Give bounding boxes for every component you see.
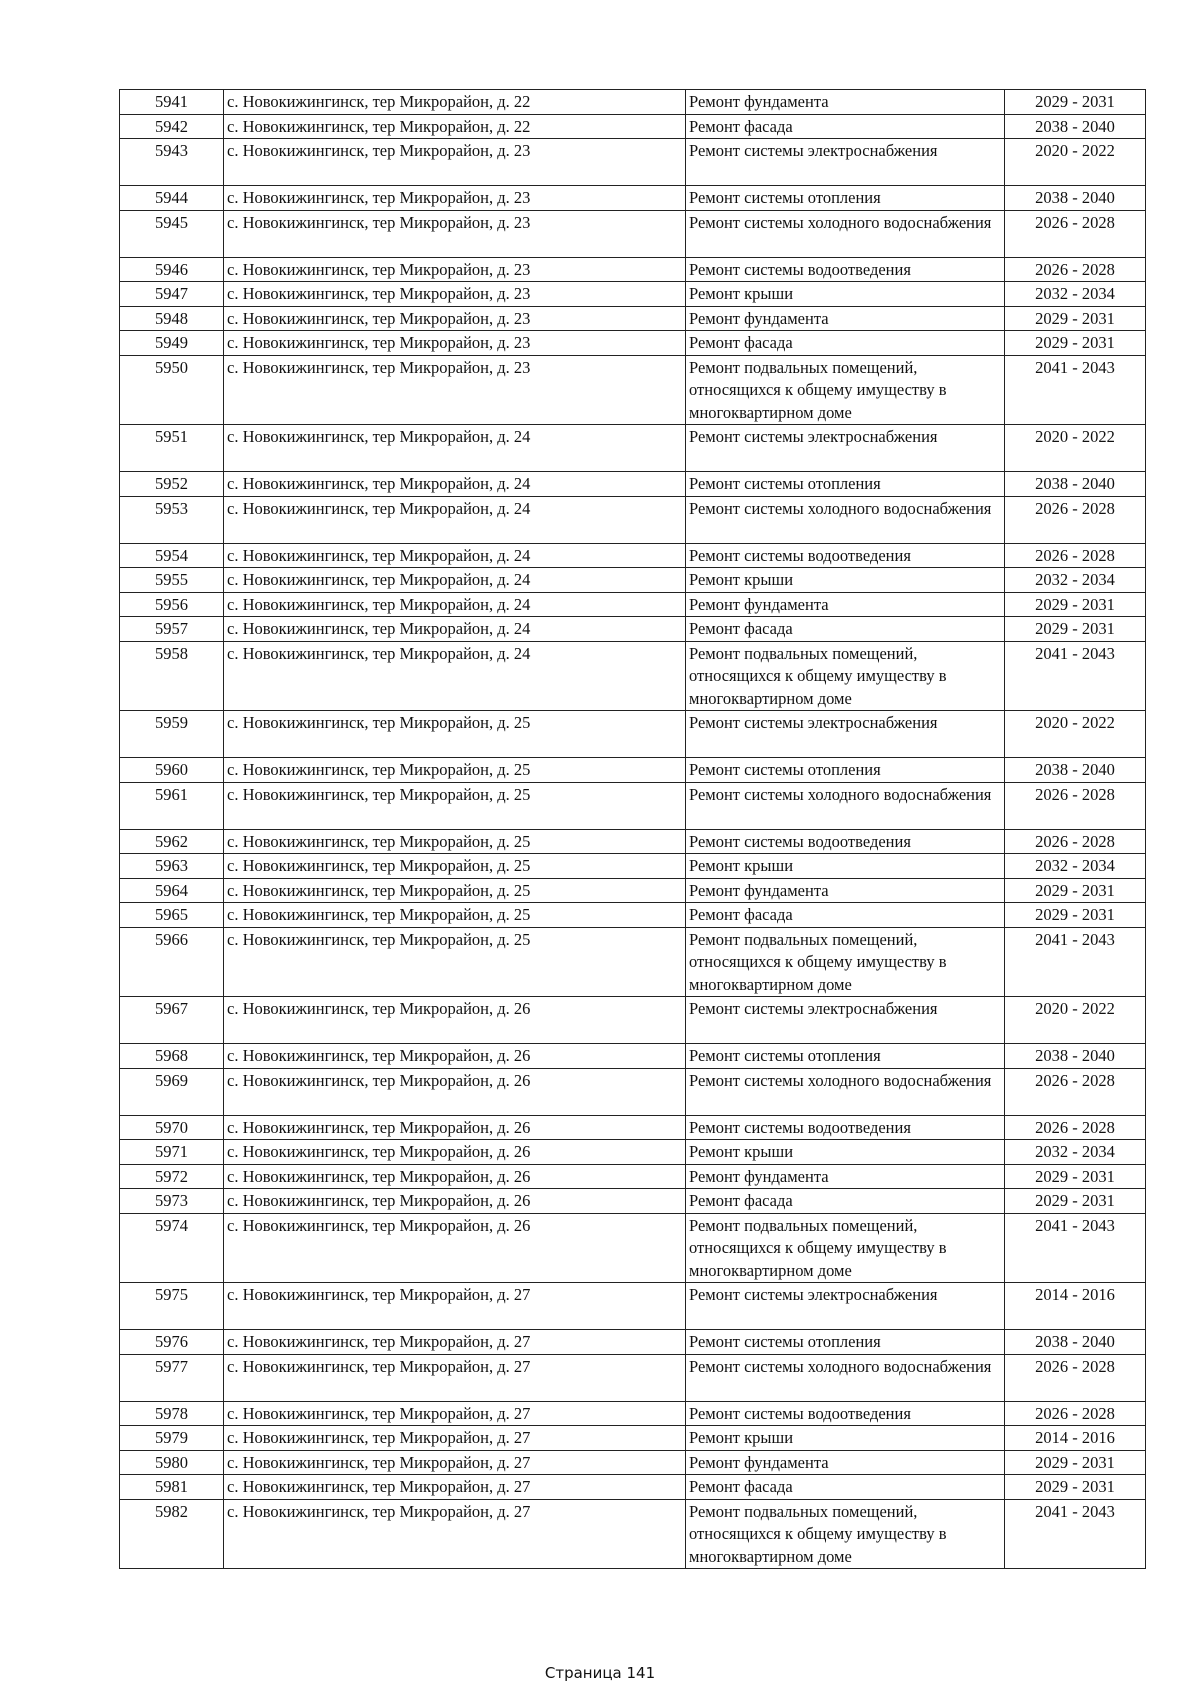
work-type-cell: Ремонт системы холодного водоснабжения [686, 782, 1005, 829]
address-cell: с. Новокижингинск, тер Микрорайон, д. 22 [224, 114, 686, 139]
address-cell: с. Новокижингинск, тер Микрорайон, д. 25 [224, 782, 686, 829]
row-number-cell: 5949 [120, 331, 224, 356]
work-type-cell: Ремонт системы отопления [686, 758, 1005, 783]
page-number: Страница 141 [544, 1664, 656, 1682]
row-number-cell: 5955 [120, 568, 224, 593]
table-row [120, 1354, 1146, 1401]
row-number-cell: 5954 [120, 543, 224, 568]
period-cell: 2029 - 2031 [1005, 878, 1146, 903]
table-row [120, 997, 1146, 1044]
table-row [120, 1475, 1146, 1500]
period-cell: 2038 - 2040 [1005, 114, 1146, 139]
row-number-cell: 5958 [120, 641, 224, 711]
period-cell: 2020 - 2022 [1005, 425, 1146, 472]
period-cell: 2020 - 2022 [1005, 711, 1146, 758]
row-number-cell: 5963 [120, 854, 224, 879]
address-cell: с. Новокижингинск, тер Микрорайон, д. 24 [224, 472, 686, 497]
address-cell: с. Новокижингинск, тер Микрорайон, д. 27 [224, 1450, 686, 1475]
row-number-cell: 5979 [120, 1426, 224, 1451]
row-number-cell: 5973 [120, 1189, 224, 1214]
period-cell: 2029 - 2031 [1005, 1450, 1146, 1475]
work-type-cell: Ремонт системы водоотведения [686, 1401, 1005, 1426]
table-row [120, 496, 1146, 543]
work-type-cell: Ремонт крыши [686, 1140, 1005, 1165]
period-cell: 2029 - 2031 [1005, 306, 1146, 331]
table-row [120, 592, 1146, 617]
work-type-cell: Ремонт фундамента [686, 592, 1005, 617]
row-number-cell: 5977 [120, 1354, 224, 1401]
period-cell: 2029 - 2031 [1005, 1189, 1146, 1214]
row-number-cell: 5951 [120, 425, 224, 472]
work-type-cell: Ремонт системы отопления [686, 186, 1005, 211]
work-type-cell: Ремонт фундамента [686, 1450, 1005, 1475]
table-row [120, 1426, 1146, 1451]
row-number-cell: 5970 [120, 1115, 224, 1140]
work-type-cell: Ремонт подвальных помещений, относящихся к общему имуществу в многоквартирном доме [686, 355, 1005, 425]
address-cell: с. Новокижингинск, тер Микрорайон, д. 25 [224, 854, 686, 879]
period-cell: 2032 - 2034 [1005, 568, 1146, 593]
work-type-cell: Ремонт крыши [686, 282, 1005, 307]
row-number-cell: 5982 [120, 1499, 224, 1569]
address-cell: с. Новокижингинск, тер Микрорайон, д. 26 [224, 1140, 686, 1165]
table-row [120, 568, 1146, 593]
table-row [120, 331, 1146, 356]
table-row [120, 114, 1146, 139]
period-cell: 2041 - 2043 [1005, 927, 1146, 997]
row-number-cell: 5960 [120, 758, 224, 783]
table-body [120, 90, 1146, 1569]
table-row [120, 425, 1146, 472]
address-cell: с. Новокижингинск, тер Микрорайон, д. 23 [224, 139, 686, 186]
table-row [120, 1164, 1146, 1189]
period-cell: 2038 - 2040 [1005, 758, 1146, 783]
work-type-cell: Ремонт системы холодного водоснабжения [686, 496, 1005, 543]
work-type-cell: Ремонт подвальных помещений, относящихся к общему имуществу в многоквартирном доме [686, 641, 1005, 711]
work-type-cell: Ремонт фундамента [686, 1164, 1005, 1189]
address-cell: с. Новокижингинск, тер Микрорайон, д. 26 [224, 1189, 686, 1214]
work-type-cell: Ремонт фасада [686, 331, 1005, 356]
row-number-cell: 5962 [120, 829, 224, 854]
address-cell: с. Новокижингинск, тер Микрорайон, д. 25 [224, 878, 686, 903]
work-type-cell: Ремонт системы отопления [686, 1330, 1005, 1355]
row-number-cell: 5945 [120, 210, 224, 257]
work-type-cell: Ремонт фундамента [686, 878, 1005, 903]
work-type-cell: Ремонт фасада [686, 1189, 1005, 1214]
work-type-cell: Ремонт фасада [686, 114, 1005, 139]
table-row [120, 1401, 1146, 1426]
address-cell: с. Новокижингинск, тер Микрорайон, д. 26 [224, 1044, 686, 1069]
work-type-cell: Ремонт крыши [686, 1426, 1005, 1451]
row-number-cell: 5961 [120, 782, 224, 829]
table-row [120, 90, 1146, 115]
table-row [120, 617, 1146, 642]
table-row [120, 1330, 1146, 1355]
repair-schedule-table [119, 89, 1146, 1569]
period-cell: 2029 - 2031 [1005, 1164, 1146, 1189]
address-cell: с. Новокижингинск, тер Микрорайон, д. 27 [224, 1330, 686, 1355]
address-cell: с. Новокижингинск, тер Микрорайон, д. 25 [224, 711, 686, 758]
work-type-cell: Ремонт подвальных помещений, относящихся к общему имуществу в многоквартирном доме [686, 927, 1005, 997]
row-number-cell: 5976 [120, 1330, 224, 1355]
work-type-cell: Ремонт фундамента [686, 306, 1005, 331]
work-type-cell: Ремонт подвальных помещений, относящихся к общему имуществу в многоквартирном доме [686, 1213, 1005, 1283]
row-number-cell: 5956 [120, 592, 224, 617]
address-cell: с. Новокижингинск, тер Микрорайон, д. 24 [224, 543, 686, 568]
period-cell: 2020 - 2022 [1005, 139, 1146, 186]
period-cell: 2041 - 2043 [1005, 355, 1146, 425]
table-row [120, 711, 1146, 758]
period-cell: 2041 - 2043 [1005, 1499, 1146, 1569]
period-cell: 2032 - 2034 [1005, 1140, 1146, 1165]
table-row [120, 1189, 1146, 1214]
period-cell: 2038 - 2040 [1005, 186, 1146, 211]
row-number-cell: 5964 [120, 878, 224, 903]
row-number-cell: 5946 [120, 257, 224, 282]
table-row [120, 829, 1146, 854]
row-number-cell: 5978 [120, 1401, 224, 1426]
work-type-cell: Ремонт системы электроснабжения [686, 997, 1005, 1044]
period-cell: 2029 - 2031 [1005, 90, 1146, 115]
table-row [120, 543, 1146, 568]
row-number-cell: 5975 [120, 1283, 224, 1330]
table-row [120, 355, 1146, 425]
address-cell: с. Новокижингинск, тер Микрорайон, д. 24 [224, 592, 686, 617]
row-number-cell: 5968 [120, 1044, 224, 1069]
work-type-cell: Ремонт фундамента [686, 90, 1005, 115]
table-row [120, 306, 1146, 331]
table-row [120, 472, 1146, 497]
period-cell: 2032 - 2034 [1005, 854, 1146, 879]
period-cell: 2041 - 2043 [1005, 641, 1146, 711]
address-cell: с. Новокижингинск, тер Микрорайон, д. 27 [224, 1401, 686, 1426]
period-cell: 2026 - 2028 [1005, 543, 1146, 568]
row-number-cell: 5943 [120, 139, 224, 186]
work-type-cell: Ремонт крыши [686, 854, 1005, 879]
work-type-cell: Ремонт системы водоотведения [686, 257, 1005, 282]
address-cell: с. Новокижингинск, тер Микрорайон, д. 23 [224, 210, 686, 257]
table-row [120, 782, 1146, 829]
table-row [120, 1068, 1146, 1115]
row-number-cell: 5948 [120, 306, 224, 331]
table-row [120, 641, 1146, 711]
row-number-cell: 5965 [120, 903, 224, 928]
work-type-cell: Ремонт подвальных помещений, относящихся к общему имуществу в многоквартирном доме [686, 1499, 1005, 1569]
table-row [120, 758, 1146, 783]
work-type-cell: Ремонт фасада [686, 903, 1005, 928]
work-type-cell: Ремонт системы отопления [686, 472, 1005, 497]
work-type-cell: Ремонт крыши [686, 568, 1005, 593]
address-cell: с. Новокижингинск, тер Микрорайон, д. 25 [224, 829, 686, 854]
table-row [120, 1499, 1146, 1569]
work-type-cell: Ремонт системы электроснабжения [686, 1283, 1005, 1330]
table-row [120, 1044, 1146, 1069]
row-number-cell: 5947 [120, 282, 224, 307]
table-row [120, 1115, 1146, 1140]
table-row [120, 282, 1146, 307]
address-cell: с. Новокижингинск, тер Микрорайон, д. 22 [224, 90, 686, 115]
period-cell: 2026 - 2028 [1005, 1115, 1146, 1140]
address-cell: с. Новокижингинск, тер Микрорайон, д. 23 [224, 282, 686, 307]
table-row [120, 139, 1146, 186]
row-number-cell: 5953 [120, 496, 224, 543]
period-cell: 2026 - 2028 [1005, 210, 1146, 257]
table-row [120, 210, 1146, 257]
row-number-cell: 5952 [120, 472, 224, 497]
address-cell: с. Новокижингинск, тер Микрорайон, д. 26 [224, 1213, 686, 1283]
table-row [120, 1450, 1146, 1475]
period-cell: 2026 - 2028 [1005, 496, 1146, 543]
address-cell: с. Новокижингинск, тер Микрорайон, д. 24 [224, 617, 686, 642]
row-number-cell: 5957 [120, 617, 224, 642]
address-cell: с. Новокижингинск, тер Микрорайон, д. 23 [224, 186, 686, 211]
period-cell: 2026 - 2028 [1005, 1068, 1146, 1115]
period-cell: 2041 - 2043 [1005, 1213, 1146, 1283]
address-cell: с. Новокижингинск, тер Микрорайон, д. 26 [224, 1068, 686, 1115]
row-number-cell: 5959 [120, 711, 224, 758]
period-cell: 2038 - 2040 [1005, 1044, 1146, 1069]
period-cell: 2038 - 2040 [1005, 1330, 1146, 1355]
period-cell: 2014 - 2016 [1005, 1283, 1146, 1330]
work-type-cell: Ремонт системы отопления [686, 1044, 1005, 1069]
work-type-cell: Ремонт системы электроснабжения [686, 425, 1005, 472]
period-cell: 2020 - 2022 [1005, 997, 1146, 1044]
row-number-cell: 5980 [120, 1450, 224, 1475]
address-cell: с. Новокижингинск, тер Микрорайон, д. 23 [224, 355, 686, 425]
row-number-cell: 5971 [120, 1140, 224, 1165]
row-number-cell: 5969 [120, 1068, 224, 1115]
period-cell: 2029 - 2031 [1005, 903, 1146, 928]
table-row [120, 854, 1146, 879]
work-type-cell: Ремонт фасада [686, 617, 1005, 642]
work-type-cell: Ремонт системы водоотведения [686, 543, 1005, 568]
table-row [120, 878, 1146, 903]
period-cell: 2032 - 2034 [1005, 282, 1146, 307]
address-cell: с. Новокижингинск, тер Микрорайон, д. 25 [224, 903, 686, 928]
period-cell: 2026 - 2028 [1005, 782, 1146, 829]
row-number-cell: 5967 [120, 997, 224, 1044]
row-number-cell: 5981 [120, 1475, 224, 1500]
period-cell: 2026 - 2028 [1005, 829, 1146, 854]
address-cell: с. Новокижингинск, тер Микрорайон, д. 23 [224, 306, 686, 331]
row-number-cell: 5972 [120, 1164, 224, 1189]
period-cell: 2029 - 2031 [1005, 1475, 1146, 1500]
work-type-cell: Ремонт системы электроснабжения [686, 711, 1005, 758]
row-number-cell: 5944 [120, 186, 224, 211]
address-cell: с. Новокижингинск, тер Микрорайон, д. 26 [224, 997, 686, 1044]
address-cell: с. Новокижингинск, тер Микрорайон, д. 27 [224, 1426, 686, 1451]
address-cell: с. Новокижингинск, тер Микрорайон, д. 23 [224, 257, 686, 282]
address-cell: с. Новокижингинск, тер Микрорайон, д. 27 [224, 1283, 686, 1330]
work-type-cell: Ремонт системы холодного водоснабжения [686, 1354, 1005, 1401]
period-cell: 2026 - 2028 [1005, 1354, 1146, 1401]
address-cell: с. Новокижингинск, тер Микрорайон, д. 23 [224, 331, 686, 356]
address-cell: с. Новокижингинск, тер Микрорайон, д. 27 [224, 1475, 686, 1500]
address-cell: с. Новокижингинск, тер Микрорайон, д. 27 [224, 1499, 686, 1569]
row-number-cell: 5941 [120, 90, 224, 115]
work-type-cell: Ремонт системы электроснабжения [686, 139, 1005, 186]
address-cell: с. Новокижингинск, тер Микрорайон, д. 26 [224, 1164, 686, 1189]
work-type-cell: Ремонт фасада [686, 1475, 1005, 1500]
table-row [120, 1283, 1146, 1330]
work-type-cell: Ремонт системы холодного водоснабжения [686, 1068, 1005, 1115]
period-cell: 2029 - 2031 [1005, 617, 1146, 642]
table-row [120, 1213, 1146, 1283]
row-number-cell: 5942 [120, 114, 224, 139]
period-cell: 2026 - 2028 [1005, 1401, 1146, 1426]
table-row [120, 186, 1146, 211]
address-cell: с. Новокижингинск, тер Микрорайон, д. 24 [224, 496, 686, 543]
period-cell: 2029 - 2031 [1005, 592, 1146, 617]
address-cell: с. Новокижингинск, тер Микрорайон, д. 24 [224, 641, 686, 711]
address-cell: с. Новокижингинск, тер Микрорайон, д. 27 [224, 1354, 686, 1401]
row-number-cell: 5950 [120, 355, 224, 425]
period-cell: 2038 - 2040 [1005, 472, 1146, 497]
period-cell: 2029 - 2031 [1005, 331, 1146, 356]
table-row [120, 903, 1146, 928]
work-type-cell: Ремонт системы холодного водоснабжения [686, 210, 1005, 257]
row-number-cell: 5966 [120, 927, 224, 997]
table-row [120, 257, 1146, 282]
address-cell: с. Новокижингинск, тер Микрорайон, д. 25 [224, 758, 686, 783]
address-cell: с. Новокижингинск, тер Микрорайон, д. 24 [224, 568, 686, 593]
address-cell: с. Новокижингинск, тер Микрорайон, д. 25 [224, 927, 686, 997]
address-cell: с. Новокижингинск, тер Микрорайон, д. 24 [224, 425, 686, 472]
address-cell: с. Новокижингинск, тер Микрорайон, д. 26 [224, 1115, 686, 1140]
work-type-cell: Ремонт системы водоотведения [686, 829, 1005, 854]
work-type-cell: Ремонт системы водоотведения [686, 1115, 1005, 1140]
row-number-cell: 5974 [120, 1213, 224, 1283]
period-cell: 2014 - 2016 [1005, 1426, 1146, 1451]
table-row [120, 927, 1146, 997]
period-cell: 2026 - 2028 [1005, 257, 1146, 282]
table-row [120, 1140, 1146, 1165]
